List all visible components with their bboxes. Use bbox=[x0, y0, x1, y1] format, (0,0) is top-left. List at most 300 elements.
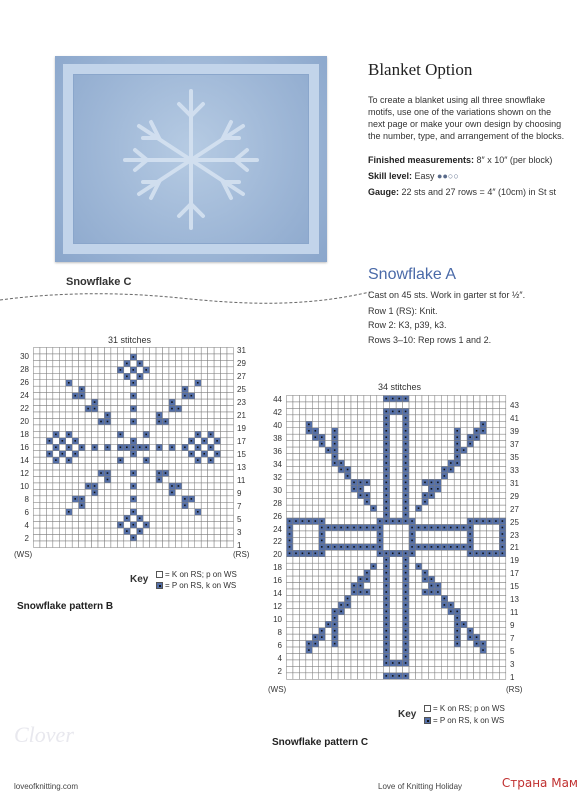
chart-b-knit-cell bbox=[111, 483, 117, 489]
chart-b-knit-cell bbox=[40, 399, 46, 405]
chart-b-knit-cell bbox=[40, 496, 46, 502]
chart-c-knit-cell bbox=[461, 595, 467, 601]
chart-c-knit-cell bbox=[461, 660, 467, 666]
chart-c-knit-cell bbox=[416, 421, 422, 427]
chart-c-knit-cell bbox=[409, 486, 415, 492]
chart-b-knit-cell bbox=[195, 470, 201, 476]
chart-b-knit-cell bbox=[85, 431, 91, 437]
chart-b-knit-cell bbox=[214, 528, 220, 534]
chart-b-knit-cell bbox=[188, 464, 194, 470]
chart-c-purl-dot bbox=[469, 630, 471, 632]
chart-c-knit-cell bbox=[467, 563, 473, 569]
chart-b-knit-cell bbox=[175, 528, 181, 534]
chart-c-knit-cell bbox=[441, 557, 447, 563]
chart-b-knit-cell bbox=[79, 509, 85, 515]
chart-c-knit-cell bbox=[493, 421, 499, 427]
chart-c-purl-dot bbox=[405, 501, 407, 503]
chart-b-knit-cell bbox=[85, 393, 91, 399]
chart-b-knit-cell bbox=[221, 457, 227, 463]
chart-b-left-row-number: 14 bbox=[20, 456, 29, 465]
chart-c-knit-cell bbox=[370, 576, 376, 582]
chart-c-knit-cell bbox=[332, 499, 338, 505]
chart-c-knit-cell bbox=[416, 473, 422, 479]
chart-b-knit-cell bbox=[201, 354, 207, 360]
chart-b-knit-cell bbox=[182, 348, 188, 354]
chart-b-knit-cell bbox=[221, 528, 227, 534]
chart-b-knit-cell bbox=[111, 360, 117, 366]
chart-c-knit-cell bbox=[287, 563, 293, 569]
gauge-label: Gauge: bbox=[368, 187, 400, 197]
chart-b-knit-cell bbox=[188, 386, 194, 392]
chart-c-purl-dot bbox=[385, 449, 387, 451]
chart-c-knit-cell bbox=[499, 402, 505, 408]
chart-c-purl-dot bbox=[308, 520, 310, 522]
chart-c-knit-cell bbox=[370, 557, 376, 563]
chart-b-purl-dot bbox=[145, 434, 147, 436]
chart-b-knit-cell bbox=[163, 348, 169, 354]
chart-b-knit-cell bbox=[208, 464, 214, 470]
chart-c-knit-cell bbox=[493, 608, 499, 614]
chart-c-knit-cell bbox=[338, 621, 344, 627]
chart-c-knit-cell bbox=[299, 654, 305, 660]
chart-c-knit-cell bbox=[448, 615, 454, 621]
chart-c-purl-dot bbox=[424, 527, 426, 529]
chart-b-knit-cell bbox=[214, 425, 220, 431]
chart-b-knit-cell bbox=[124, 535, 130, 541]
chart-c-knit-cell bbox=[461, 460, 467, 466]
chart-b-knit-cell bbox=[137, 489, 143, 495]
chart-c-knit-cell bbox=[319, 673, 325, 679]
chart-b-knit-cell bbox=[85, 444, 91, 450]
chart-b-knit-cell bbox=[66, 502, 72, 508]
key-title-c: Key bbox=[398, 709, 417, 720]
chart-b-knit-cell bbox=[195, 502, 201, 508]
chart-c-knit-cell bbox=[454, 550, 460, 556]
chart-b-knit-cell bbox=[201, 457, 207, 463]
chart-b-knit-cell bbox=[98, 367, 104, 373]
chart-c-purl-dot bbox=[347, 604, 349, 606]
chart-b-knit-cell bbox=[169, 412, 175, 418]
chart-c-knit-cell bbox=[319, 428, 325, 434]
chart-c-knit-cell bbox=[428, 466, 434, 472]
chart-c-knit-cell bbox=[409, 608, 415, 614]
chart-c-right-row-number: 3 bbox=[510, 660, 515, 669]
chart-b-knit-cell bbox=[175, 444, 181, 450]
chart-c-knit-cell bbox=[351, 415, 357, 421]
chart-c-knit-cell bbox=[319, 466, 325, 472]
chart-c-knit-cell bbox=[422, 557, 428, 563]
chart-b-knit-cell bbox=[175, 418, 181, 424]
chart-c-knit-cell bbox=[390, 563, 396, 569]
chart-c-knit-cell bbox=[364, 563, 370, 569]
chart-b-knit-cell bbox=[46, 528, 52, 534]
chart-c-knit-cell bbox=[441, 563, 447, 569]
chart-c-knit-cell bbox=[390, 602, 396, 608]
chart-b-knit-cell bbox=[53, 541, 59, 547]
chart-c-knit-cell bbox=[428, 531, 434, 537]
chart-c-knit-cell bbox=[325, 647, 331, 653]
chart-c-knit-cell bbox=[299, 473, 305, 479]
chart-c-purl-dot bbox=[405, 585, 407, 587]
chart-b-purl-dot bbox=[55, 434, 57, 436]
chart-c-knit-cell bbox=[332, 583, 338, 589]
chart-b-knit-cell bbox=[46, 380, 52, 386]
chart-b-knit-cell bbox=[59, 515, 65, 521]
chart-c-purl-dot bbox=[502, 520, 504, 522]
chart-c-knit-cell bbox=[441, 531, 447, 537]
chart-c-purl-dot bbox=[315, 643, 317, 645]
chart-b-knit-cell bbox=[150, 535, 156, 541]
chart-c-knit-cell bbox=[306, 486, 312, 492]
chart-c-knit-cell bbox=[493, 628, 499, 634]
chart-b-knit-cell bbox=[221, 535, 227, 541]
chart-c-knit-cell bbox=[370, 589, 376, 595]
chart-b-knit-cell bbox=[79, 412, 85, 418]
chart-c-knit-cell bbox=[474, 544, 480, 550]
chart-c-right-row-number: 39 bbox=[510, 426, 519, 436]
chart-b-knit-cell bbox=[143, 399, 149, 405]
chart-b-knit-cell bbox=[98, 360, 104, 366]
chart-b-knit-cell bbox=[156, 373, 162, 379]
chart-b-knit-cell bbox=[227, 380, 233, 386]
chart-c-knit-cell bbox=[332, 396, 338, 402]
chart-b-knit-cell bbox=[221, 451, 227, 457]
chart-b-knit-cell bbox=[98, 393, 104, 399]
chart-b-knit-cell bbox=[85, 425, 91, 431]
chart-b-knit-cell bbox=[79, 425, 85, 431]
chart-b-knit-cell bbox=[117, 406, 123, 412]
chart-c-knit-cell bbox=[370, 666, 376, 672]
chart-c-purl-dot bbox=[431, 482, 433, 484]
chart-c-knit-cell bbox=[448, 447, 454, 453]
chart-c-knit-cell bbox=[435, 531, 441, 537]
chart-c-right-row-number: 23 bbox=[510, 530, 519, 540]
chart-c-knit-cell bbox=[345, 634, 351, 640]
chart-b-knit-cell bbox=[46, 496, 52, 502]
chart-b-purl-dot bbox=[120, 459, 122, 461]
chart-c-purl-dot bbox=[385, 565, 387, 567]
chart-b-knit-cell bbox=[156, 406, 162, 412]
chart-b-knit-cell bbox=[104, 451, 110, 457]
chart-b-knit-cell bbox=[40, 354, 46, 360]
chart-b-knit-cell bbox=[175, 489, 181, 495]
chart-c-purl-dot bbox=[398, 675, 400, 677]
chart-c-knit-cell bbox=[312, 673, 318, 679]
chart-c-knit-cell bbox=[493, 615, 499, 621]
chart-c-knit-cell bbox=[370, 473, 376, 479]
chart-c-knit-cell bbox=[461, 634, 467, 640]
chart-c-knit-cell bbox=[332, 660, 338, 666]
chart-c-purl-dot bbox=[456, 636, 458, 638]
chart-c-purl-dot bbox=[405, 559, 407, 561]
chart-b-knit-cell bbox=[53, 438, 59, 444]
chart-c-knit-cell bbox=[293, 402, 299, 408]
chart-b-knit-cell bbox=[117, 418, 123, 424]
chart-c-knit-cell bbox=[448, 434, 454, 440]
chart-c-knit-cell bbox=[377, 473, 383, 479]
chart-c-purl-dot bbox=[321, 520, 323, 522]
chart-c-knit-cell bbox=[409, 583, 415, 589]
chart-b-purl-dot bbox=[203, 453, 205, 455]
chart-c-knit-cell bbox=[345, 421, 351, 427]
chart-b-knit-cell bbox=[53, 393, 59, 399]
chart-b-knit-cell bbox=[175, 373, 181, 379]
chart-b-purl-dot bbox=[100, 472, 102, 474]
chart-c-knit-cell bbox=[474, 537, 480, 543]
chart-b-knit-cell bbox=[98, 502, 104, 508]
chart-b-knit-cell bbox=[34, 380, 40, 386]
chart-c-purl-dot bbox=[295, 553, 297, 555]
chart-c-knit-cell bbox=[486, 408, 492, 414]
chart-c-purl-dot bbox=[424, 546, 426, 548]
chart-c-knit-cell bbox=[486, 473, 492, 479]
chart-c-knit-cell bbox=[461, 466, 467, 472]
chart-c-purl-dot bbox=[495, 553, 497, 555]
chart-c-knit-cell bbox=[299, 441, 305, 447]
chart-c-knit-cell bbox=[396, 428, 402, 434]
chart-b-knit-cell bbox=[150, 367, 156, 373]
chart-b-knit-cell bbox=[175, 496, 181, 502]
chart-c-knit-cell bbox=[486, 563, 492, 569]
chart-c-knit-cell bbox=[351, 602, 357, 608]
chart-c-knit-cell bbox=[448, 654, 454, 660]
chart-b-knit-cell bbox=[117, 393, 123, 399]
chart-b-knit-cell bbox=[72, 444, 78, 450]
chart-b-knit-cell bbox=[104, 393, 110, 399]
chart-b-knit-cell bbox=[66, 386, 72, 392]
chart-b-knit-cell bbox=[143, 451, 149, 457]
skill-dots: ●●○○ bbox=[437, 171, 459, 181]
chart-c-knit-cell bbox=[435, 576, 441, 582]
chart-b-knit-cell bbox=[150, 528, 156, 534]
chart-b-purl-dot bbox=[139, 517, 141, 519]
chart-c-knit-cell bbox=[377, 563, 383, 569]
chart-b-knit-cell bbox=[79, 522, 85, 528]
chart-b-knit-cell bbox=[175, 354, 181, 360]
chart-c-purl-dot bbox=[456, 611, 458, 613]
chart-b-knit-cell bbox=[150, 373, 156, 379]
chart-c-knit-cell bbox=[287, 628, 293, 634]
chart-c-knit-cell bbox=[377, 673, 383, 679]
chart-b-knit-cell bbox=[221, 399, 227, 405]
chart-c-knit-cell bbox=[345, 454, 351, 460]
chart-c-caption: Snowflake pattern C bbox=[272, 737, 369, 748]
chart-c-knit-cell bbox=[486, 654, 492, 660]
chart-b-knit-cell bbox=[201, 464, 207, 470]
chart-b-knit-cell bbox=[117, 502, 123, 508]
chart-b-knit-cell bbox=[92, 373, 98, 379]
key-k-c bbox=[424, 704, 505, 713]
chart-c-knit-cell bbox=[312, 666, 318, 672]
chart-c-knit-cell bbox=[351, 576, 357, 582]
chart-c-knit-cell bbox=[338, 563, 344, 569]
chart-b-knit-cell bbox=[201, 425, 207, 431]
chart-c-knit-cell bbox=[448, 486, 454, 492]
chart-b-knit-cell bbox=[188, 528, 194, 534]
chart-c-knit-cell bbox=[396, 563, 402, 569]
chart-c-knit-cell bbox=[312, 505, 318, 511]
chart-c-left-row-number: 28 bbox=[273, 498, 282, 508]
chart-b-knit-cell bbox=[98, 386, 104, 392]
chart-c-knit-cell bbox=[486, 608, 492, 614]
chart-c-knit-cell bbox=[474, 486, 480, 492]
key-k-swatch bbox=[156, 571, 163, 578]
chart-c-right-row-number: 41 bbox=[510, 413, 519, 423]
chart-b-knit-cell bbox=[46, 360, 52, 366]
chart-c-purl-dot bbox=[334, 443, 336, 445]
chart-c-knit-cell bbox=[493, 654, 499, 660]
chart-c-purl-dot bbox=[424, 482, 426, 484]
chart-c-knit-cell bbox=[293, 544, 299, 550]
chart-c-knit-cell bbox=[403, 544, 409, 550]
chart-c-purl-dot bbox=[450, 469, 452, 471]
chart-c-knit-cell bbox=[364, 447, 370, 453]
chart-b-knit-cell bbox=[163, 380, 169, 386]
chart-c-purl-dot bbox=[431, 578, 433, 580]
chart-b-knit-cell bbox=[72, 457, 78, 463]
chart-b-knit-cell bbox=[175, 393, 181, 399]
chart-c-knit-cell bbox=[499, 654, 505, 660]
chart-c-knit-cell bbox=[428, 595, 434, 601]
chart-b-knit-cell bbox=[143, 393, 149, 399]
chart-c-knit-cell bbox=[428, 557, 434, 563]
chart-c-knit-cell bbox=[325, 402, 331, 408]
chart-b-knit-cell bbox=[34, 464, 40, 470]
chart-b-knit-cell bbox=[117, 373, 123, 379]
chart-c-knit-cell bbox=[396, 654, 402, 660]
chart-c-knit-cell bbox=[448, 647, 454, 653]
chart-b-knit-cell bbox=[104, 464, 110, 470]
chart-c-knit-cell bbox=[332, 666, 338, 672]
chart-c-knit-cell bbox=[345, 550, 351, 556]
chart-c-knit-cell bbox=[351, 621, 357, 627]
chart-b-knit-cell bbox=[188, 509, 194, 515]
chart-b-knit-cell bbox=[227, 522, 233, 528]
chart-b-purl-dot bbox=[74, 395, 76, 397]
chart-b-knit-cell bbox=[92, 535, 98, 541]
chart-c-purl-dot bbox=[385, 501, 387, 503]
chart-c-knit-cell bbox=[351, 641, 357, 647]
chart-c-knit-cell bbox=[332, 537, 338, 543]
chart-b-knit-cell bbox=[182, 406, 188, 412]
chart-b-knit-cell bbox=[143, 425, 149, 431]
chart-c-knit-cell bbox=[409, 454, 415, 460]
chart-c-knit-cell bbox=[357, 557, 363, 563]
chart-c-knit-cell bbox=[293, 466, 299, 472]
chart-c-knit-cell bbox=[480, 499, 486, 505]
chart-c-purl-dot bbox=[398, 662, 400, 664]
chart-c-knit-cell bbox=[441, 615, 447, 621]
chart-c-knit-cell bbox=[454, 473, 460, 479]
chart-b-knit-cell bbox=[59, 509, 65, 515]
chart-b-knit-cell bbox=[143, 535, 149, 541]
chart-b-knit-cell bbox=[156, 535, 162, 541]
chart-c-knit-cell bbox=[448, 570, 454, 576]
chart-c-knit-cell bbox=[461, 499, 467, 505]
chart-b-knit-cell bbox=[227, 541, 233, 547]
chart-b-knit-cell bbox=[72, 528, 78, 534]
chart-c-knit-cell bbox=[332, 512, 338, 518]
chart-c-knit-cell bbox=[287, 428, 293, 434]
chart-c-knit-cell bbox=[325, 660, 331, 666]
chart-b-knit-cell bbox=[221, 496, 227, 502]
chart-b-knit-cell bbox=[214, 483, 220, 489]
chart-b-knit-cell bbox=[214, 406, 220, 412]
chart-b-knit-cell bbox=[175, 399, 181, 405]
chart-b-knit-cell bbox=[104, 509, 110, 515]
chart-c-knit-cell bbox=[461, 473, 467, 479]
chart-c-purl-dot bbox=[444, 598, 446, 600]
chart-c-knit-cell bbox=[486, 641, 492, 647]
chart-c-knit-cell bbox=[370, 512, 376, 518]
chart-b-knit-cell bbox=[111, 502, 117, 508]
chart-c-left-row-number: 38 bbox=[273, 433, 282, 443]
chart-c-knit-cell bbox=[409, 512, 415, 518]
chart-b-knit-cell bbox=[53, 399, 59, 405]
chart-c-knit-cell bbox=[306, 557, 312, 563]
chart-c-knit-cell bbox=[377, 595, 383, 601]
chart-b-knit-cell bbox=[156, 457, 162, 463]
chart-b-knit-cell bbox=[175, 535, 181, 541]
chart-c-knit-cell bbox=[441, 415, 447, 421]
chart-b-purl-dot bbox=[68, 446, 70, 448]
chart-c-knit-cell bbox=[480, 492, 486, 498]
chart-c-purl-dot bbox=[360, 578, 362, 580]
chart-c-knit-cell bbox=[396, 473, 402, 479]
chart-c-knit-cell bbox=[287, 408, 293, 414]
chart-b-knit-cell bbox=[104, 354, 110, 360]
chart-b-knit-cell bbox=[79, 541, 85, 547]
chart-b-knit-cell bbox=[201, 470, 207, 476]
chart-c-knit-cell bbox=[325, 634, 331, 640]
chart-c-purl-dot bbox=[463, 527, 465, 529]
chart-c-knit-cell bbox=[480, 666, 486, 672]
chart-c-knit-cell bbox=[467, 595, 473, 601]
key-p-label-c: = P on RS, k on WS bbox=[433, 716, 505, 725]
chart-c-purl-dot bbox=[347, 475, 349, 477]
chart-c-knit-cell bbox=[345, 673, 351, 679]
chart-c-knit-cell bbox=[435, 408, 441, 414]
chart-c-purl-dot bbox=[405, 430, 407, 432]
chart-c-knit-cell bbox=[448, 628, 454, 634]
chart-b-knit-cell bbox=[156, 528, 162, 534]
chart-c-knit-cell bbox=[357, 499, 363, 505]
chart-c-knit-cell bbox=[364, 460, 370, 466]
chart-c-knit-cell bbox=[312, 537, 318, 543]
chart-b-purl-dot bbox=[145, 446, 147, 448]
chart-c-purl-dot bbox=[353, 527, 355, 529]
chart-c-knit-cell bbox=[467, 608, 473, 614]
chart-c-purl-dot bbox=[482, 430, 484, 432]
chart-b-knit-cell bbox=[79, 489, 85, 495]
chart-c-purl-dot bbox=[405, 462, 407, 464]
chart-c-knit-cell bbox=[293, 492, 299, 498]
chart-c-knit-cell bbox=[377, 660, 383, 666]
chart-c-purl-dot bbox=[444, 475, 446, 477]
chart-c-knit-cell bbox=[332, 415, 338, 421]
chart-c-knit-cell bbox=[435, 428, 441, 434]
chart-c-purl-dot bbox=[373, 527, 375, 529]
chart-b-knit-cell bbox=[111, 393, 117, 399]
chart-c-knit-cell bbox=[441, 654, 447, 660]
chart-b-knit-cell bbox=[227, 483, 233, 489]
chart-b-knit-cell bbox=[111, 386, 117, 392]
chart-b-knit-cell bbox=[175, 509, 181, 515]
chart-c-knit-cell bbox=[428, 563, 434, 569]
chart-b-right-row-number: 13 bbox=[237, 463, 246, 472]
chart-c-knit-cell bbox=[325, 479, 331, 485]
chart-c-knit-cell bbox=[390, 454, 396, 460]
